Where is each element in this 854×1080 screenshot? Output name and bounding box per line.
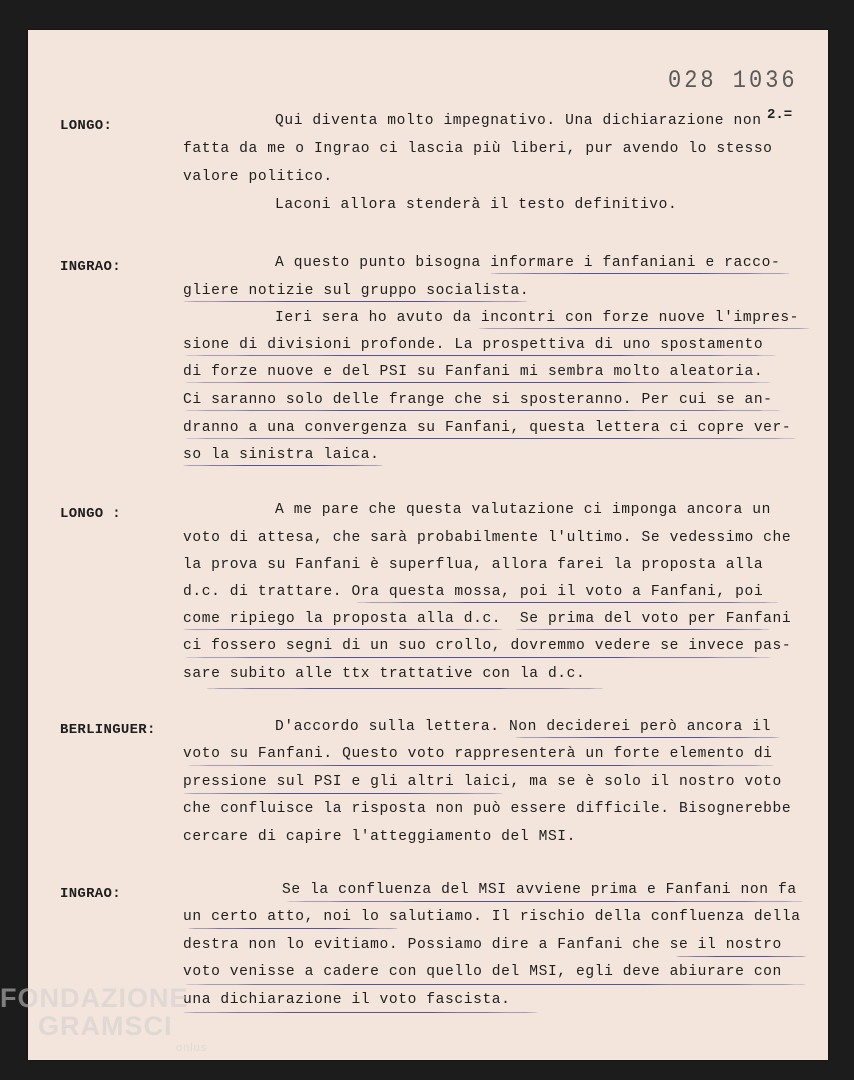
text-line: sare subito alle ttx trattative con la d.c. (183, 666, 586, 682)
pen-underline (186, 765, 776, 766)
archive-stamp: 028 1036 (668, 66, 798, 95)
pen-underline (205, 688, 605, 689)
speaker-label: INGRAO: (60, 259, 121, 275)
text-line: cercare di capire l'atteggiamento del MSI. (183, 829, 577, 845)
speaker-label: BERLINGUER: (60, 722, 156, 738)
pen-underline (188, 928, 398, 929)
pen-underline (183, 984, 808, 985)
text-line: di forze nuove e del PSI su Fanfani mi sembra molto aleatoria. (183, 364, 764, 380)
speaker-label: LONGO : (60, 506, 121, 522)
text-line: so la sinistra laica. (183, 447, 380, 463)
pen-underline (490, 273, 790, 274)
text-line: Qui diventa molto impegnativo. Una dichiarazione non (275, 113, 762, 129)
text-line: fatta da me o Ingrao ci lascia più liberi, pur avendo lo stesso (183, 141, 773, 157)
text-line: un certo atto, noi lo salutiamo. Il rischio della confluenza della (183, 909, 801, 925)
text-line: pressione sul PSI e gli altri laici, ma se è solo il nostro voto (183, 774, 782, 790)
pen-underline (183, 465, 383, 466)
text-line: valore politico. (183, 169, 333, 185)
pen-underline (183, 301, 528, 302)
text-line: Se la confluenza del MSI avviene prima e Fanfani non fa (282, 882, 797, 898)
text-line: Laconi allora stenderà il testo definitivo. (275, 197, 678, 213)
pen-underline (515, 737, 780, 738)
watermark-line: GRAMSCI (38, 1011, 173, 1041)
text-line: gliere notizie sul gruppo socialista. (183, 283, 530, 299)
text-line: Ci saranno solo delle frange che si sposteranno. Per cui se an- (183, 392, 773, 408)
pen-underline (183, 410, 783, 411)
pen-underline (183, 793, 503, 794)
text-line: voto venisse a cadere con quello del MSI, egli deve abiurare con (183, 964, 782, 980)
watermark-line: FONDAZIONE (0, 983, 189, 1013)
pen-underline (183, 382, 773, 383)
text-line: una dichiarazione il voto fascista. (183, 992, 511, 1008)
page-number: 2.= (767, 107, 793, 123)
text-line: A me pare che questa valutazione ci imponga ancora un (275, 502, 771, 518)
text-line: d.c. di trattare. Ora questa mossa, poi il voto a Fanfani, poi (183, 584, 764, 600)
text-line: destra non lo evitiamo. Possiamo dire a Fanfani che se il nostro (183, 937, 782, 953)
text-line: D'accordo sulla lettera. Non deciderei però ancora il (275, 719, 771, 735)
pen-underline (183, 355, 778, 356)
text-line: ci fossero segni di un suo crollo, dovremmo vedere se invece pas- (183, 638, 792, 654)
watermark-logo (0, 982, 207, 1064)
text-line: voto di attesa, che sarà probabilmente l'ultimo. Se vedessimo che (183, 530, 792, 546)
pen-underline (183, 657, 773, 658)
text-line: voto su Fanfani. Questo voto rappresenterà un forte elemento di (183, 746, 773, 762)
text-line: che confluisce la risposta non può essere difficile. Bisognerebbe (183, 801, 792, 817)
pen-underline (676, 956, 806, 957)
text-line: la prova su Fanfani è superflua, allora farei la proposta alla (183, 557, 764, 573)
text-line: come ripiego la proposta alla d.c. Se prima del voto per Fanfani (183, 611, 792, 627)
text-line: Ieri sera ho avuto da incontri con forze nuove l'impres- (275, 310, 800, 326)
watermark-line: onlus (176, 1042, 208, 1054)
pen-underline (478, 328, 810, 329)
speaker-label: INGRAO: (60, 886, 121, 902)
text-line: dranno a una convergenza su Fanfani, questa lettera ci copre ver- (183, 420, 792, 436)
text-line: sione di divisioni profonde. La prospettiva di uno spostamento (183, 337, 764, 353)
speaker-label: LONGO: (60, 118, 113, 134)
pen-underline (183, 629, 503, 630)
pen-underline (183, 1012, 538, 1013)
pen-underline (355, 602, 780, 603)
pen-underline (285, 901, 805, 902)
text-line: A questo punto bisogna informare i fanfaniani e racco- (275, 255, 781, 271)
